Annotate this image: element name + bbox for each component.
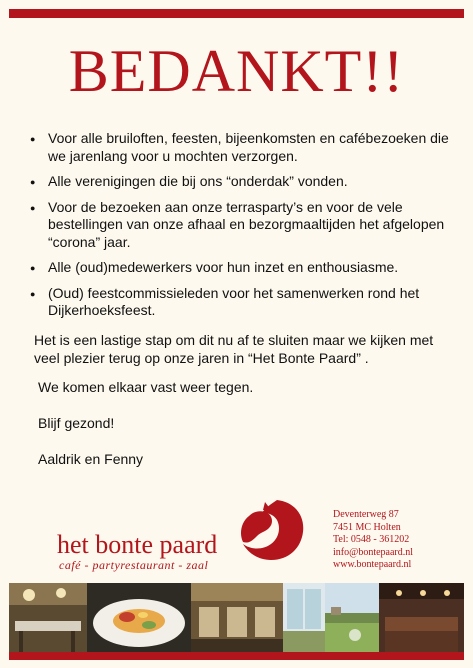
photo-plated-dish	[87, 583, 191, 652]
bottom-border-bar	[9, 652, 464, 660]
photo-bar-lounge	[379, 583, 464, 652]
photo-dining-hall	[191, 583, 283, 652]
photo-restaurant-interior	[9, 583, 87, 652]
logo-wordmark: het bonte paard	[57, 530, 218, 559]
contact-postal: 7451 MC Holten	[333, 521, 401, 533]
thanks-list	[30, 130, 450, 328]
contact-website[interactable]: www.bontepaard.nl	[333, 559, 412, 571]
logo-tagline: café - partyrestaurant - zaal	[59, 558, 209, 572]
contact-block	[333, 509, 463, 572]
contact-phone: Tel: 0548 - 361202	[333, 534, 410, 546]
horse-head-icon	[237, 498, 305, 562]
signature: Aaldrik en Fenny	[38, 451, 144, 467]
closing-paragraph: Het is een lastige stap om dit nu af te sluiten maar we kijken met veel plezier terug op onze jaren in “Het Bonte Paard” .	[34, 332, 434, 366]
greeting-line: Blijf gezond!	[38, 415, 115, 431]
farewell-line: We komen elkaar vast weer tegen.	[38, 379, 254, 395]
photo-window-view	[283, 583, 325, 652]
list-item: ● Alle (oud)medewerkers voor hun inzet en enthousiasme.	[30, 259, 450, 277]
top-border-bar	[9, 9, 464, 18]
photo-farm-field	[325, 583, 379, 652]
page-title: BEDANKT!!	[68, 38, 405, 104]
list-item: ● Alle verenigingen die bij ons “onderdak” vonden.	[30, 173, 450, 191]
list-item: ● (Oud) feestcommissieleden voor het samenwerken rond het Dijkerhoeksfeest.	[30, 285, 450, 320]
contact-street: Deventerweg 87	[333, 509, 399, 520]
contact-email[interactable]: info@bontepaard.nl	[333, 546, 414, 558]
list-item: ● Voor de bezoeken aan onze terrasparty’s en voor de vele bestellingen van onze afhaal en bezorgmaaltijden het afgelopen “corona” jaar.	[30, 199, 450, 252]
list-item: ● Voor alle bruiloften, feesten, bijeenkomsten en cafébezoeken die we jarenlang voor u mochten verzorgen.	[30, 130, 450, 165]
photo-strip	[9, 583, 464, 652]
